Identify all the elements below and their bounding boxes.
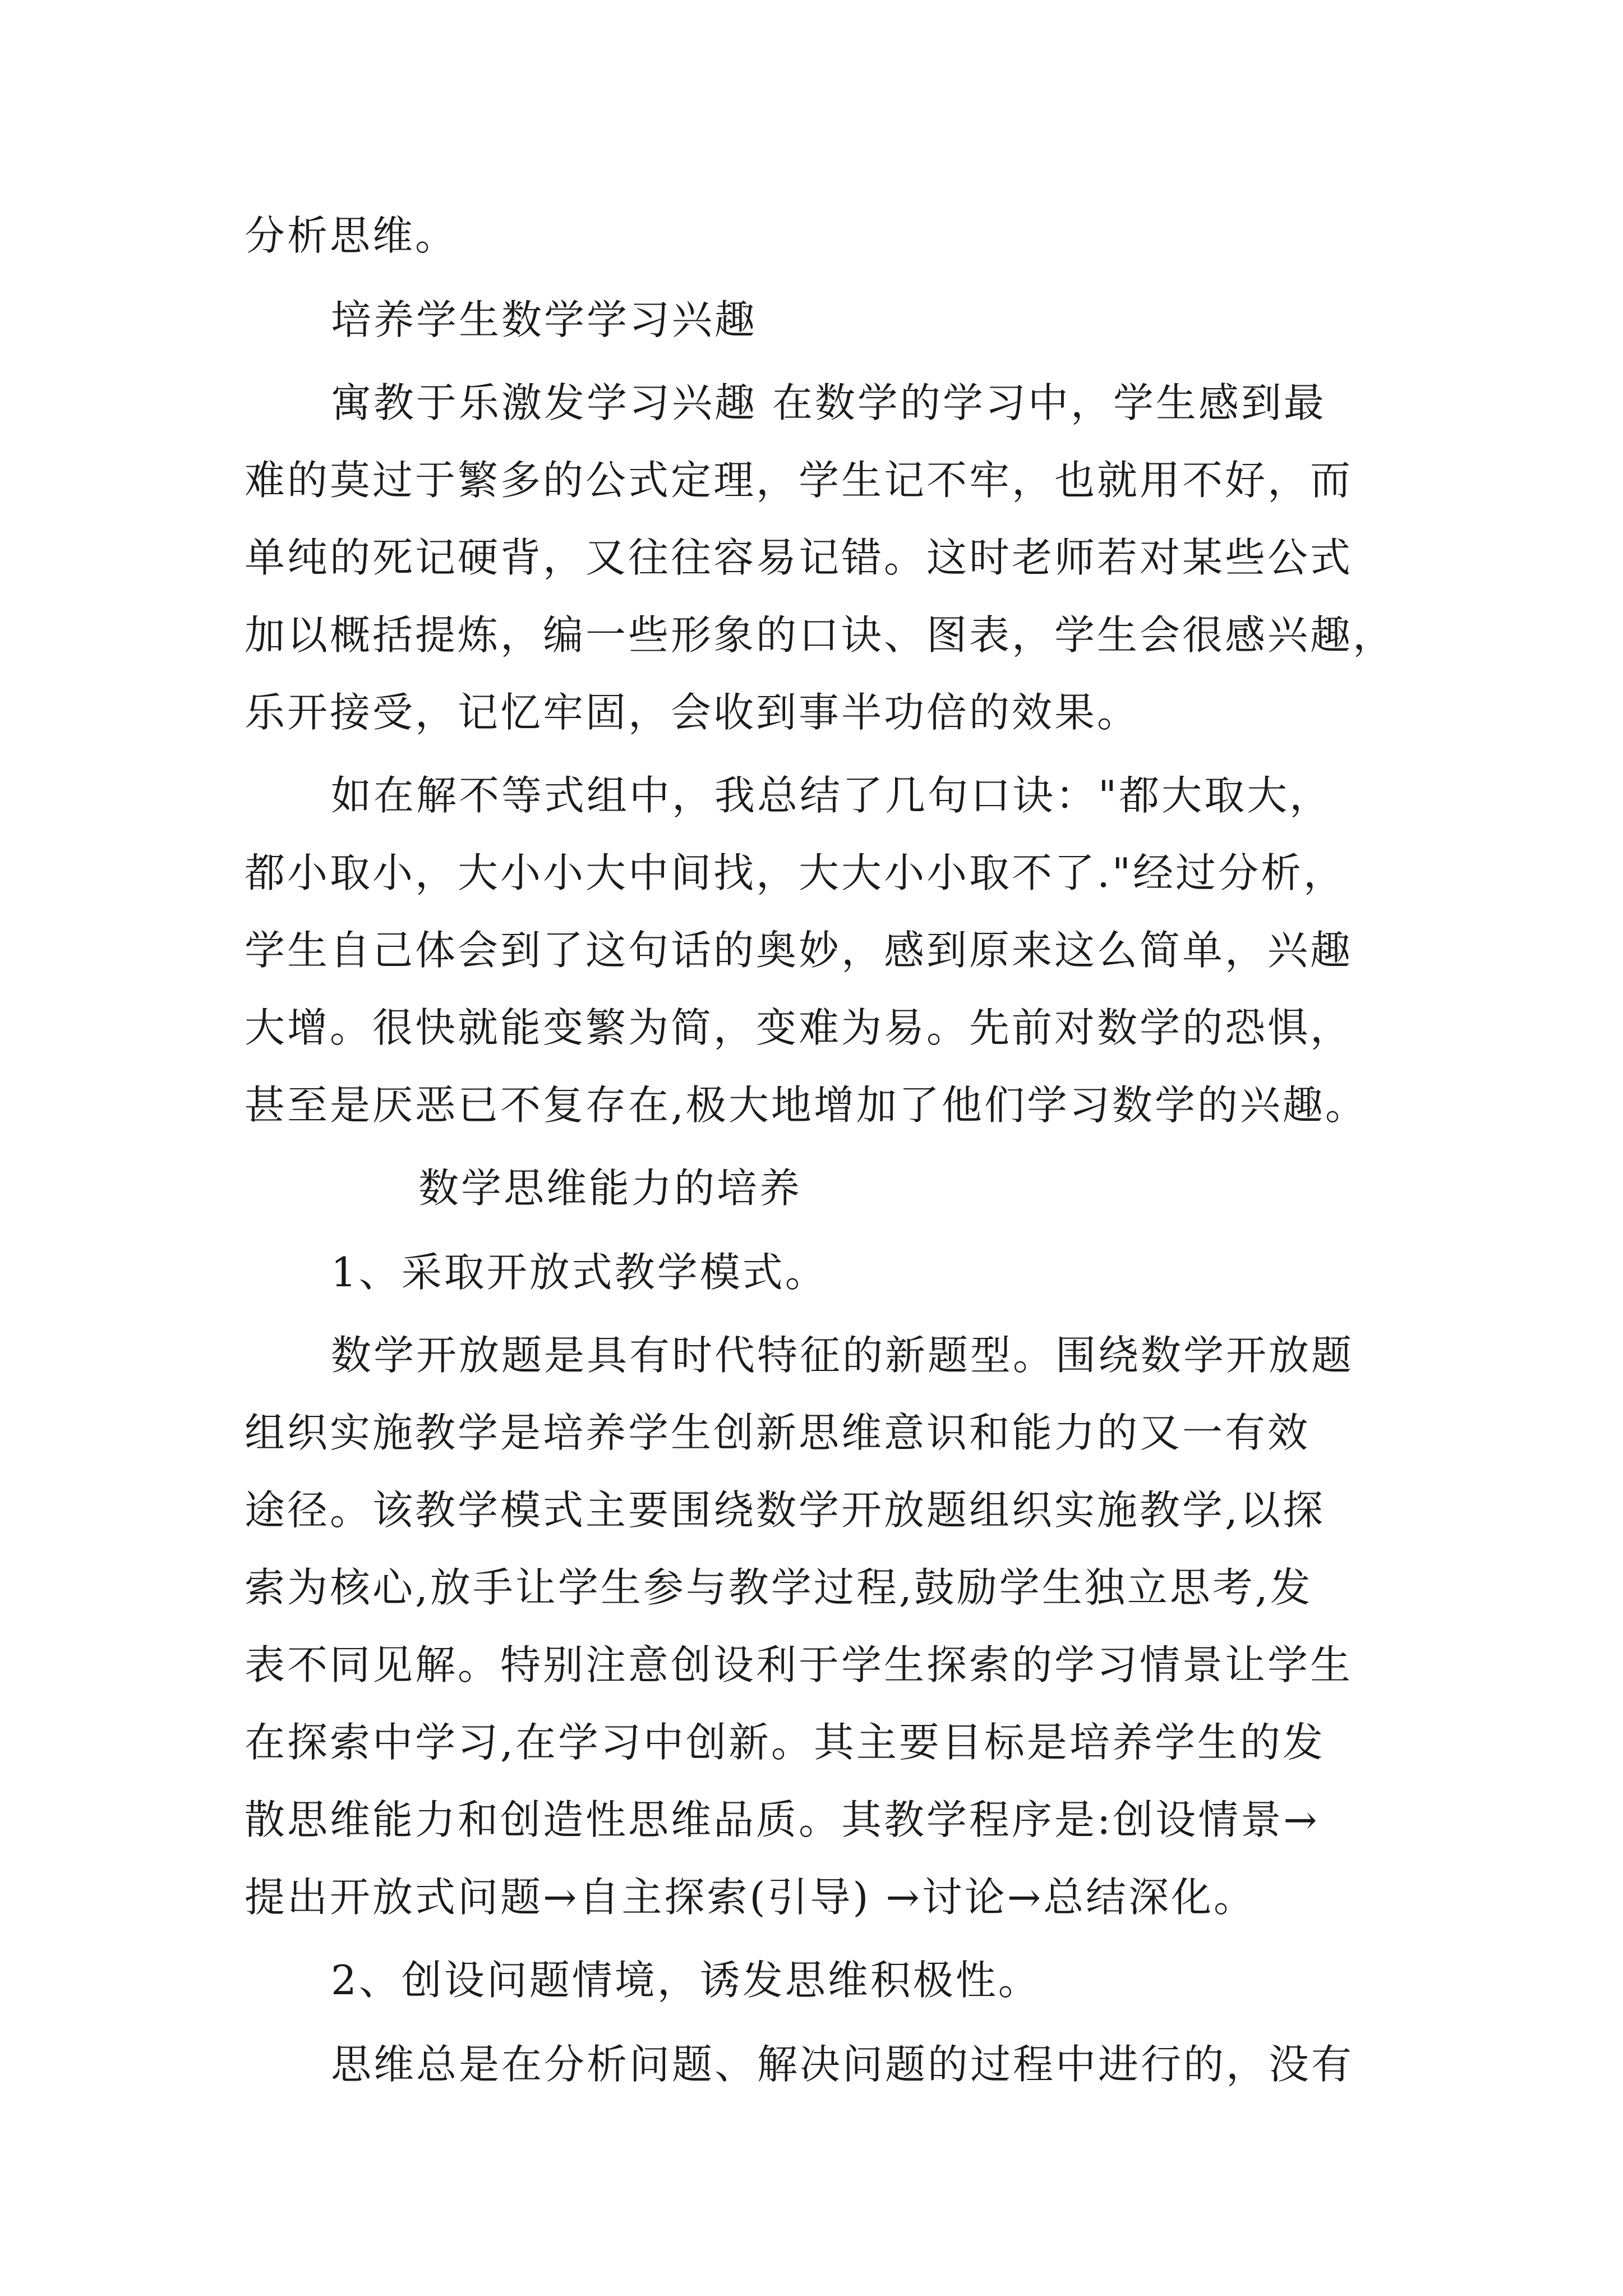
- text-line-7: 乐开接受，记忆牢固，会收到事半功倍的效果。: [245, 689, 1140, 736]
- text-line-24: 思维总是在分析问题、解决问题的过程中进行的，没有: [331, 2041, 1354, 2088]
- text-line-21: 散思维能力和创造性思维品质。其教学程序是:创设情景→: [245, 1796, 1320, 1843]
- section-heading-thinking: 数学思维能力的培养: [418, 1165, 803, 1212]
- text-line-6: 加以概括提炼，编一些形象的口诀、图表，学生会很感兴趣，: [245, 611, 1396, 659]
- text-line-19: 表不同见解。特别注意创设利于学生探索的学习情景让学生: [245, 1641, 1353, 1688]
- list-item-2-heading: 2、创设问题情境，诱发思维积极性。: [331, 1957, 1041, 2004]
- text-line-9: 都小取小，大小小大中间找，大大小小取不了."经过分析，: [245, 849, 1347, 896]
- text-line-22: 提出开放式问题→自主探索(引导) →讨论→总结深化。: [245, 1874, 1257, 1921]
- text-line-3: 寓教于乐激发学习兴趣 在数学的学习中，学生感到最: [331, 379, 1326, 426]
- text-line-8: 如在解不等式组中，我总结了几句口诀："都大取大，: [331, 772, 1332, 819]
- text-line-1: 分析思维。: [245, 212, 458, 259]
- list-item-1-heading: 1、采取开放式教学模式。: [331, 1249, 828, 1296]
- text-line-18: 索为核心,放手让学生参与教学过程,鼓励学生独立思考,发: [245, 1564, 1313, 1611]
- text-line-16: 组织实施教学是培养学生创新思维意识和能力的又一有效: [245, 1409, 1311, 1456]
- section-heading-interest: 培养学生数学学习兴趣: [331, 296, 758, 343]
- text-line-17: 途径。该教学模式主要围绕数学开放题组织实施教学,以探: [245, 1487, 1325, 1534]
- text-line-12: 甚至是厌恶已不复存在,极大地增加了他们学习数学的兴趣。: [245, 1082, 1368, 1129]
- text-line-10: 学生自己体会到了这句话的奥妙，感到原来这么简单，兴趣: [245, 927, 1353, 974]
- text-line-5: 单纯的死记硬背，又往往容易记错。这时老师若对某些公式: [245, 534, 1353, 581]
- text-line-20: 在探索中学习,在学习中创新。其主要目标是培养学生的发: [245, 1719, 1325, 1766]
- text-line-11: 大增。很快就能变繁为简，变难为易。先前对数学的恐惧，: [245, 1004, 1353, 1051]
- text-line-4: 难的莫过于繁多的公式定理，学生记不牢，也就用不好，而: [245, 457, 1353, 504]
- text-line-15: 数学开放题是具有时代特征的新题型。围绕数学开放题: [331, 1332, 1354, 1379]
